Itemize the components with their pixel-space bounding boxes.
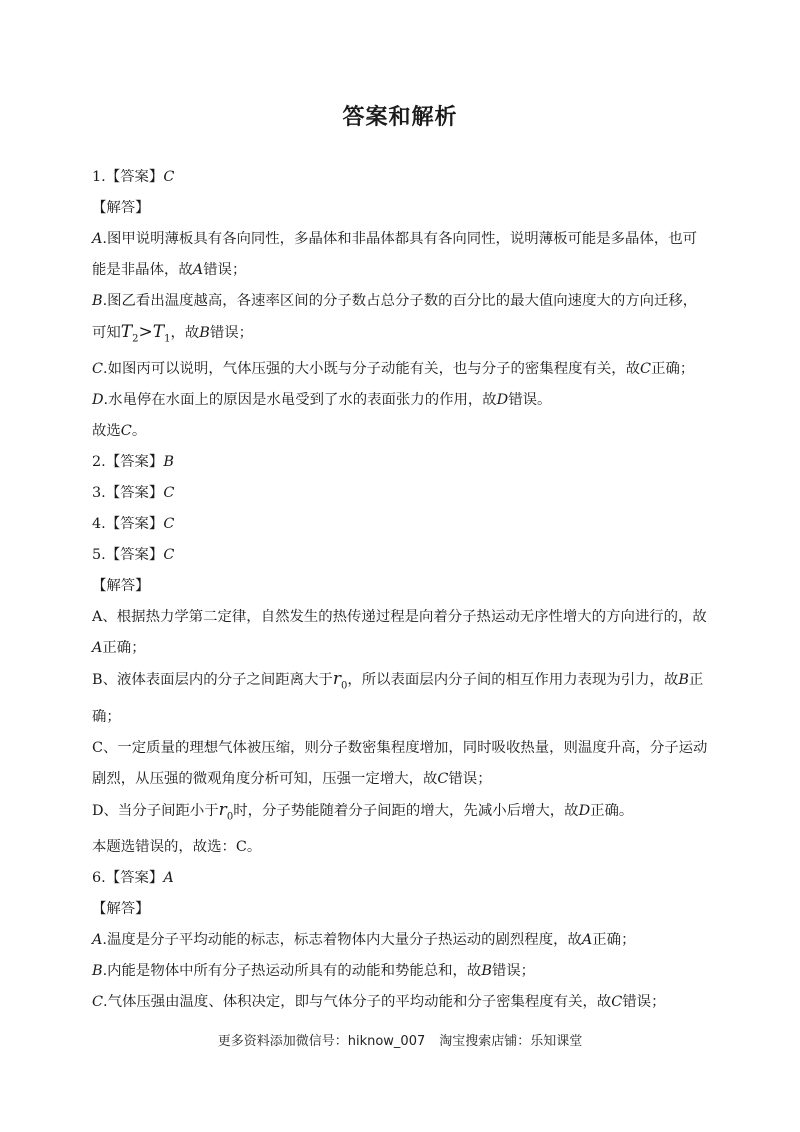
footer-wechat: 更多资料添加微信号：hiknow_007 xyxy=(217,1034,426,1049)
q4-answer: C xyxy=(163,516,175,533)
q4-answer-line: 4.【答案】C xyxy=(92,516,175,533)
q1-d-letter2: D xyxy=(496,392,509,409)
q1-option-c xyxy=(92,354,710,385)
q1-c-text: .如图丙可以说明，气体压强的大小既与分子动能有关，也与分子的密集程度有关，故 xyxy=(103,361,641,378)
q1-b-text3: 错误； xyxy=(209,325,254,341)
q6-option-b: B.内能是物体中所有分子热运动所具有的动能和势能总和，故B错误； xyxy=(92,963,536,980)
q1-a-letter: A xyxy=(92,231,103,247)
q6-option-c: C.气体压强由温度、体积决定，即与气体分子的平均动能和分子密集程度有关，故C错误； xyxy=(92,994,666,1011)
q1-d-letter: D xyxy=(92,392,104,409)
q1-c-letter2: C xyxy=(640,361,652,378)
q6-option-a: A.温度是分子平均动能的标志，标志着物体内大量分子热运动的剧烈程度，故A正确； xyxy=(92,932,636,949)
q1-answer-tag: 【答案】 xyxy=(105,169,164,185)
q1-answer-line xyxy=(92,162,710,193)
q5-answer: C xyxy=(163,547,175,564)
q6-analysis-tag: 【解答】 xyxy=(92,901,150,918)
q1-d-text: .水黾停在水面上的原因是水黾受到了水的表面张力的作用，故 xyxy=(103,392,497,409)
q1-a-text: .图甲说明薄板具有各向同性，多晶体和非晶体都具有各向同性，说明薄板可能是多晶体，也可能是非晶体，故 xyxy=(92,231,697,278)
q1-analysis-tag: 【解答】 xyxy=(92,200,150,216)
q1-c-letter: C xyxy=(92,361,104,378)
q1-answer: C xyxy=(163,169,175,185)
q2-answer: B xyxy=(163,454,174,471)
q5-option-b: B、液体表面层内的分子之间距离大于$r_0$，所以表面层内分子间的相互作用力表现为引力，故B正确； xyxy=(92,669,704,725)
q5-option-c: C、一定质量的理想气体被压缩，则分子数密集程度增加，同时吸收热量，则温度升高，分子运动剧烈，从压强的微观角度分析可知，压强一定增大，故C错误； xyxy=(92,739,708,787)
q1-option-a xyxy=(92,224,710,286)
q1-conclusion: 故选C。 xyxy=(92,423,147,440)
q5-option-d: D、当分子间距小于$r_0$时，分子势能随着分子间距的增大，先减小后增大，故D正确。 xyxy=(92,799,634,823)
q1-c-text2: 正确； xyxy=(651,361,695,378)
q1-b-text2: ，故 xyxy=(170,325,200,341)
q1-number: 1. xyxy=(92,169,106,185)
answer-content xyxy=(92,162,710,1018)
q5-d-math: $r_0$ xyxy=(218,799,234,823)
q5-conclusion: 本题选错误的，故选：C。 xyxy=(92,839,262,856)
q1-b-text: .图乙看出温度越高，各速率区间的分子数占总分子数的百分比的最大值向速度大的方向迁移，可知 xyxy=(92,293,698,341)
q1-a-letter2: A xyxy=(192,262,204,278)
q5-answer-line: 5.【答案】C xyxy=(92,547,175,564)
q3-answer-line: 3.【答案】C xyxy=(92,485,175,502)
q5-analysis-tag: 【解答】 xyxy=(92,578,150,595)
q1-b-letter2: B xyxy=(199,325,210,341)
page-footer xyxy=(0,1030,800,1049)
q1-b-letter: B xyxy=(92,293,103,309)
q1-d-text2: 错误。 xyxy=(508,392,552,409)
page-title: 答案和解析 xyxy=(342,105,458,130)
q6-answer: A xyxy=(163,870,174,887)
q5-b-math: $r_0$ xyxy=(332,669,348,692)
footer-taobao: 淘宝搜索店铺：乐知课堂 xyxy=(439,1034,583,1049)
q5-option-a: A、根据热力学第二定律，自然发生的热传递过程是向着分子热运动无序性增大的方向进行的，故A正确； xyxy=(92,609,707,657)
q1-b-math: $T_2>T_1$ xyxy=(120,322,171,345)
q6-answer-line: 6.【答案】A xyxy=(92,870,174,887)
q3-answer: C xyxy=(163,485,175,502)
q1-a-text2: 错误； xyxy=(203,262,247,278)
q1-option-d xyxy=(92,385,710,416)
q1-option-b xyxy=(92,286,710,354)
q2-answer-line: 2.【答案】B xyxy=(92,454,174,471)
